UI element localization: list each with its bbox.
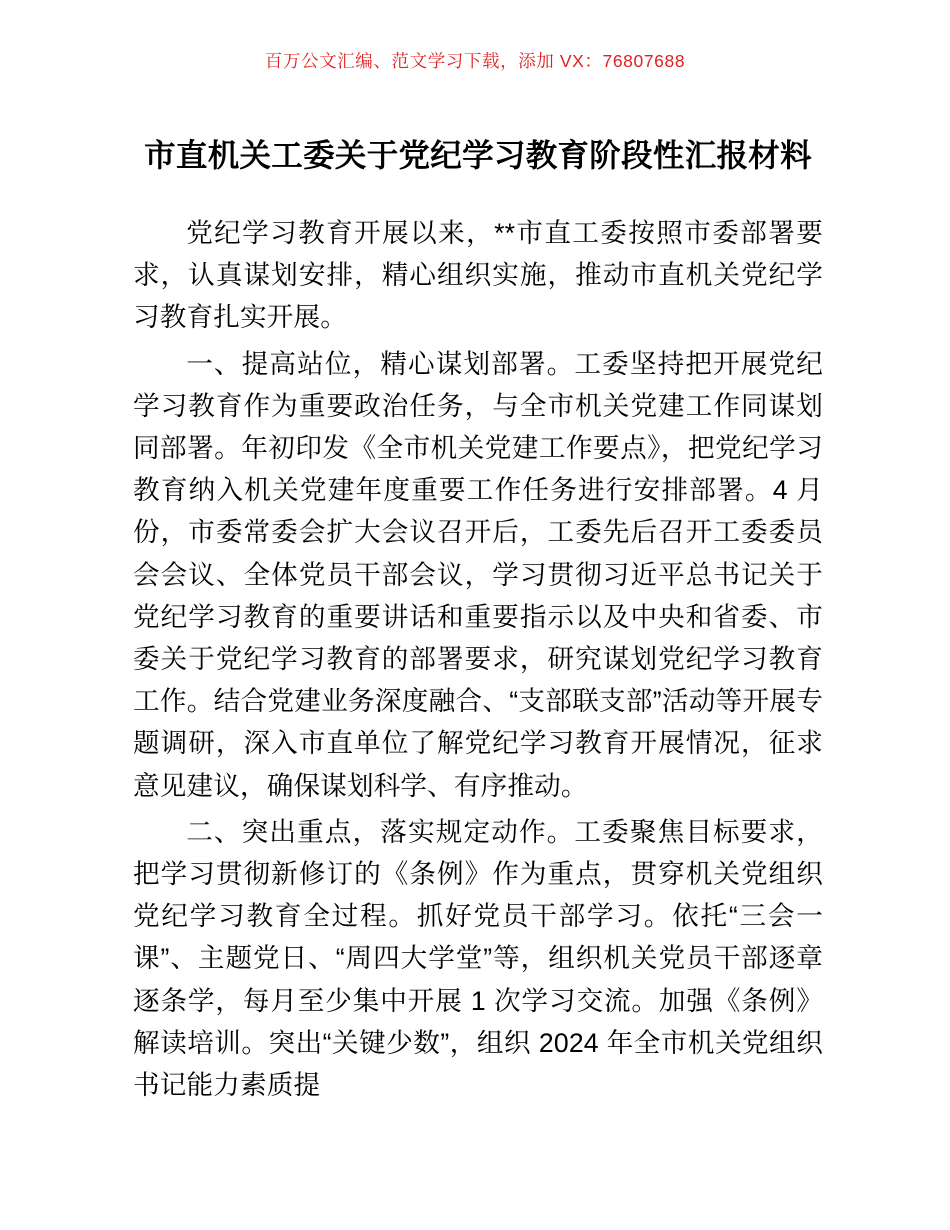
- body-paragraph-section-two: 二、突出重点，落实规定动作。工委聚焦目标要求，把学习贯彻新修订的《条例》作为重点，贯穿机关党组织党纪学习教育全过程。抓好党员干部学习。依托“三会一课”、主题党日、“周四大学堂”等，组织机关党员干部逐章逐条学，每月至少集中开展 1 次学习交流。加强《条例》解读培训。突出“关键少数”，组织 2024 年全市机关党组织书记能力素质提: [133, 816, 823, 1101]
- body-paragraph-section-one: 一、提高站位，精心谋划部署。工委坚持把开展党纪学习教育作为重要政治任务，与全市机关党建工作同谋划同部署。年初印发《全市机关党建工作要点》，把党纪学习教育纳入机关党建年度重要工作任务进行安排部署。4 月份，市委常委会扩大会议召开后，工委先后召开工委委员会会议、全体党员干部会议，学习贯彻习近平总书记关于党纪学习教育的重要讲话和重要指示以及中央和省委、市委关于党纪学习教育的部署要求，研究谋划党纪学习教育工作。结合党建业务深度融合、“支部联支部”活动等开展专题调研，深入市直单位了解党纪学习教育开展情况，征求意见建议，确保谋划科学、有序推动。: [133, 348, 823, 801]
- document-body: [133, 212, 823, 1106]
- body-paragraph-intro: 党纪学习教育开展以来，**市直工委按照市委部署要求，认真谋划安排，精心组织实施，推动市直机关党纪学习教育扎实开展。: [133, 218, 823, 333]
- document-title: 市直机关工委关于党纪学习教育阶段性汇报材料: [144, 137, 812, 174]
- promo-watermark-header: 百万公文汇编、范文学习下载，添加 VX：76807688: [264, 51, 686, 71]
